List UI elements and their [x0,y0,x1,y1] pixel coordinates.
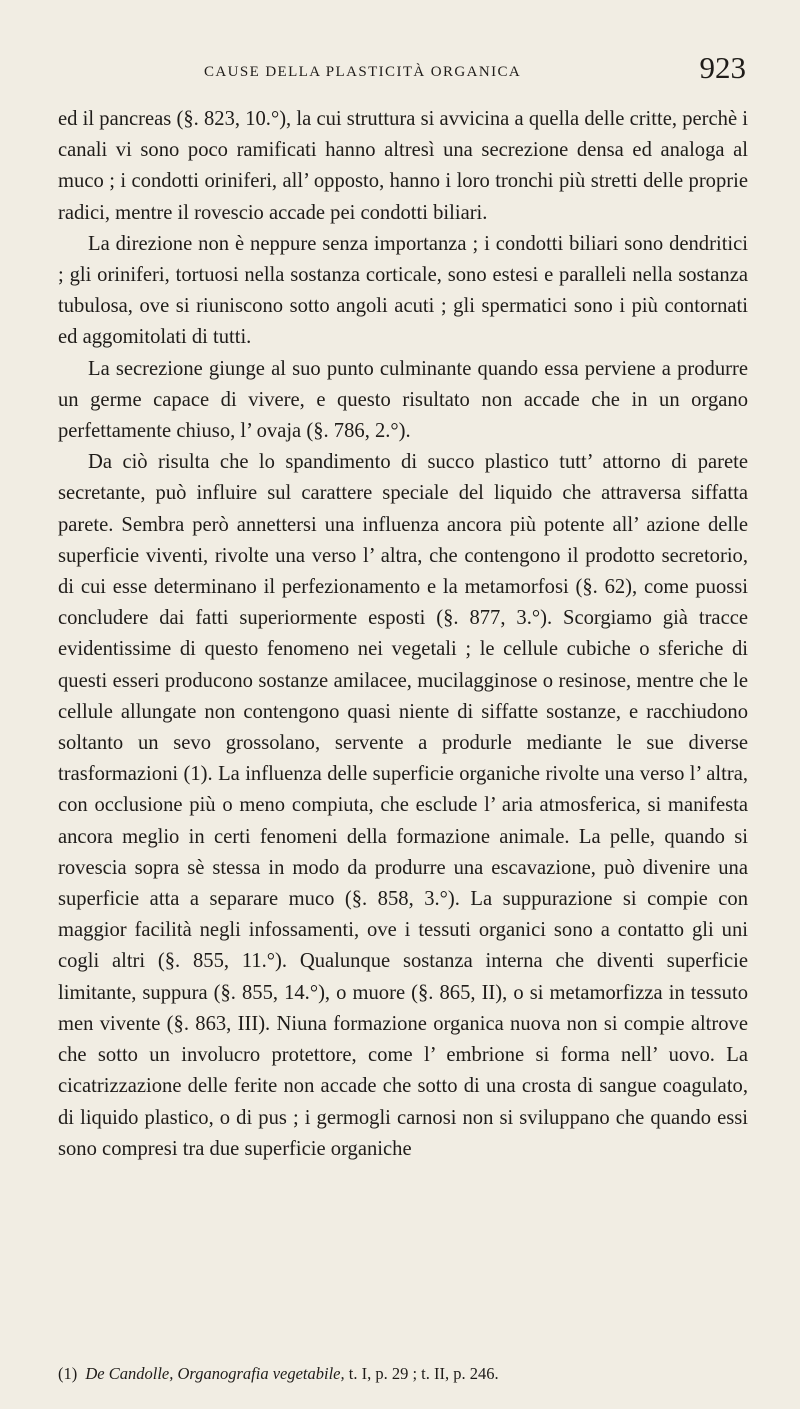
footnote-title: Organografia vegetabile, [177,1364,345,1383]
footnote-number: (1) [58,1364,78,1383]
page-number: 923 [699,50,746,85]
paragraph-surfaces: Da ciò risulta che lo spandimento di succo plastico tutt’ attorno di parete secretante, può influire sul carattere speciale del liquido che attraversa siffatta parete. Sembra però annettersi una influenza ancora più potente all’ azione delle superficie viventi, rivolte una verso l’ altra, che contengono il prodotto secretorio, di cui esse determinano il perfezionamento e la metamorfosi (§. 62), come puossi concludere dai fatti superiormente esposti (§. 877, 3.°). Scorgiamo già tracce evidentissime di questo fenomeno nei vegetali ; le cellule cubiche o sferiche di questi esseri producono sostanze amilacee, mucilagginose o resinose, mentre che le cellule allungate non contengono quasi niente di siffatte sostanze, e racchiudono soltanto un sevo grossolano, servente a produrle mediante le sue diverse trasformazioni (1). La influenza delle superficie organiche rivolte una verso l’ altra, con occlusione più o meno compiuta, che esclude l’ aria atmosferica, si manifesta ancora meglio in certi fenomeni della formazione animale. La pelle, quando si rovescia sopra sè stessa in modo da produrre una escavazione, può divenire una superficie atta a separare muco (§. 858, 3.°). La suppurazione si compie con maggior facilità negli infossamenti, ove i tessuti organici sono a contatto gli uni cogli altri (§. 855, 11.°). Qualunque sostanza interna che diventi superficie limitante, suppura (§. 855, 14.°), o muore (§. 865, II), o si metamorfizza in tessuto men vivente (§. 863, III). Niuna formazione organica nuova non si compie altrove che sotto un involucro protettore, come l’ embrione si forma nell’ uovo. La cicatrizzazione delle ferite non accade che sotto di una crosta di sangue coagulato, di liquido plastico, o di pus ; i germogli carnosi non si sviluppano che quando essi sono compresi tra due superficie organiche [58,451,748,1160]
footnote-author: De Candolle, [85,1364,174,1383]
paragraph-direction: La direzione non è neppure senza importanza ; i condotti biliari sono dendritici ; gli oriniferi, tortuosi nella sostanza corticale, sono estesi e paralleli nella sostanza tubulosa, ove si riuniscono sotto angoli acuti ; gli spermatici sono i più contornati ed aggomitolati di tutti. [58,232,748,349]
running-title: CAUSE DELLA PLASTICITÀ ORGANICA [204,64,522,80]
footnote [58,1363,748,1385]
paragraph-secretion: La secrezione giunge al suo punto culminante quando essa perviene a produrre un germe capace di vivere, e questo risultato non accade che in un organo perfettamente chiuso, l’ ovaja (§. 786, 2.°). [58,357,748,443]
body-text [58,104,748,1165]
footnote-refs: t. I, p. 29 ; t. II, p. 246. [348,1364,499,1383]
running-head [58,0,748,104]
paragraph-continuation: ed il pancreas (§. 823, 10.°), la cui struttura si avvicina a quella delle critte, perchè i canali vi sono poco ramificati hanno altresì una secrezione densa ed analoga al muco ; i condotti oriniferi, all’ opposto, hanno i loro tronchi più stretti delle proprie radici, mentre il rovescio accade pei condotti biliari. [58,108,748,224]
